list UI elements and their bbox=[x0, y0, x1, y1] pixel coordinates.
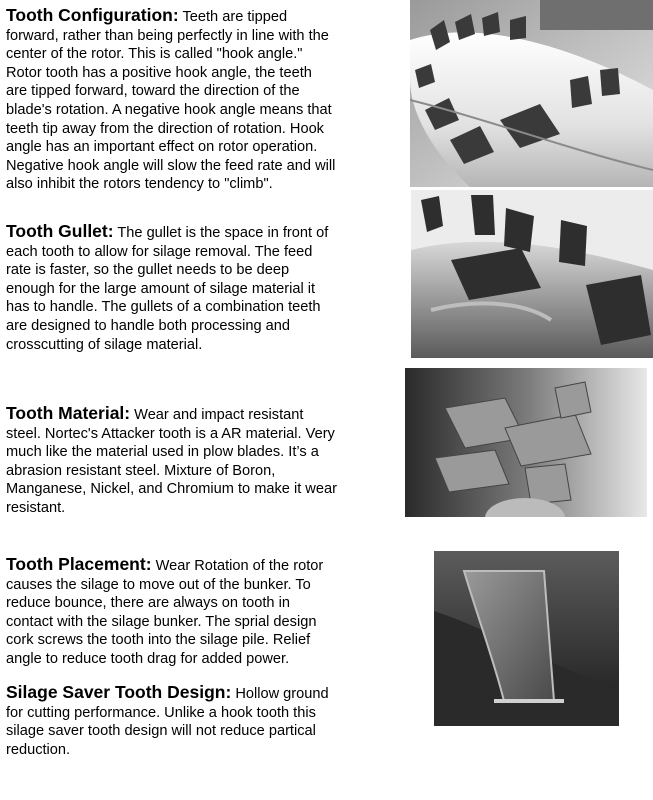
section-tooth-configuration bbox=[6, 6, 336, 194]
section-silage-saver bbox=[6, 683, 336, 759]
rotor-teeth-photo bbox=[410, 0, 653, 187]
section-tooth-placement bbox=[6, 555, 328, 669]
section-heading: Tooth Configuration: bbox=[6, 5, 179, 25]
tooth-cluster-photo bbox=[405, 368, 647, 517]
section-tooth-gullet bbox=[6, 222, 336, 354]
section-heading: Silage Saver Tooth Design: bbox=[6, 682, 232, 702]
section-tooth-material bbox=[6, 404, 342, 518]
section-body: Wear and impact resistant steel. Nortec's Attacker tooth is a AR material. Very much like the material used in plow blades. It’s a abrasion resistant steel. Mixture of Boron, Manganese, Nickel, and Chromium to make it wear resistant. bbox=[6, 407, 337, 516]
section-body: Wear Rotation of the rotor causes the silage to move out of the bunker. To reduce bounce, there are always on tooth in contact with the silage bunker. The sprial design cork screws the tooth into the silage pile. Relief angle to reduce tooth drag for added power. bbox=[6, 558, 324, 667]
section-heading: Tooth Placement: bbox=[6, 554, 152, 574]
section-body: Hollow ground for cutting performance. Unlike a hook tooth this silage saver tooth design will not reduce partical reduction. bbox=[6, 686, 329, 758]
single-tooth-photo bbox=[434, 551, 619, 726]
section-body: The gullet is the space in front of each tooth to allow for silage removal. The feed rate is faster, so the gullet needs to be deep enough for the large amount of silage material it has to handle. The gullets of a combination teeth are designed to handle both processing and crosscutting of silage material. bbox=[6, 225, 329, 353]
section-body: Teeth are tipped forward, rather than being perfectly in line with the center of the rotor. This is called "hook angle." Rotor tooth has a positive hook angle, the teeth are tipped forward, toward the direction of the blade's rotation. A negative hook angle means that teeth tip away from the direction of rotation. Hook angle has an important effect on rotor operation. Negative hook angle will slow the feed rate and will also inhibit the rotors tendency to "climb". bbox=[6, 9, 336, 193]
tooth-gullet-photo bbox=[411, 190, 653, 358]
section-heading: Tooth Gullet: bbox=[6, 221, 114, 241]
section-heading: Tooth Material: bbox=[6, 403, 131, 423]
